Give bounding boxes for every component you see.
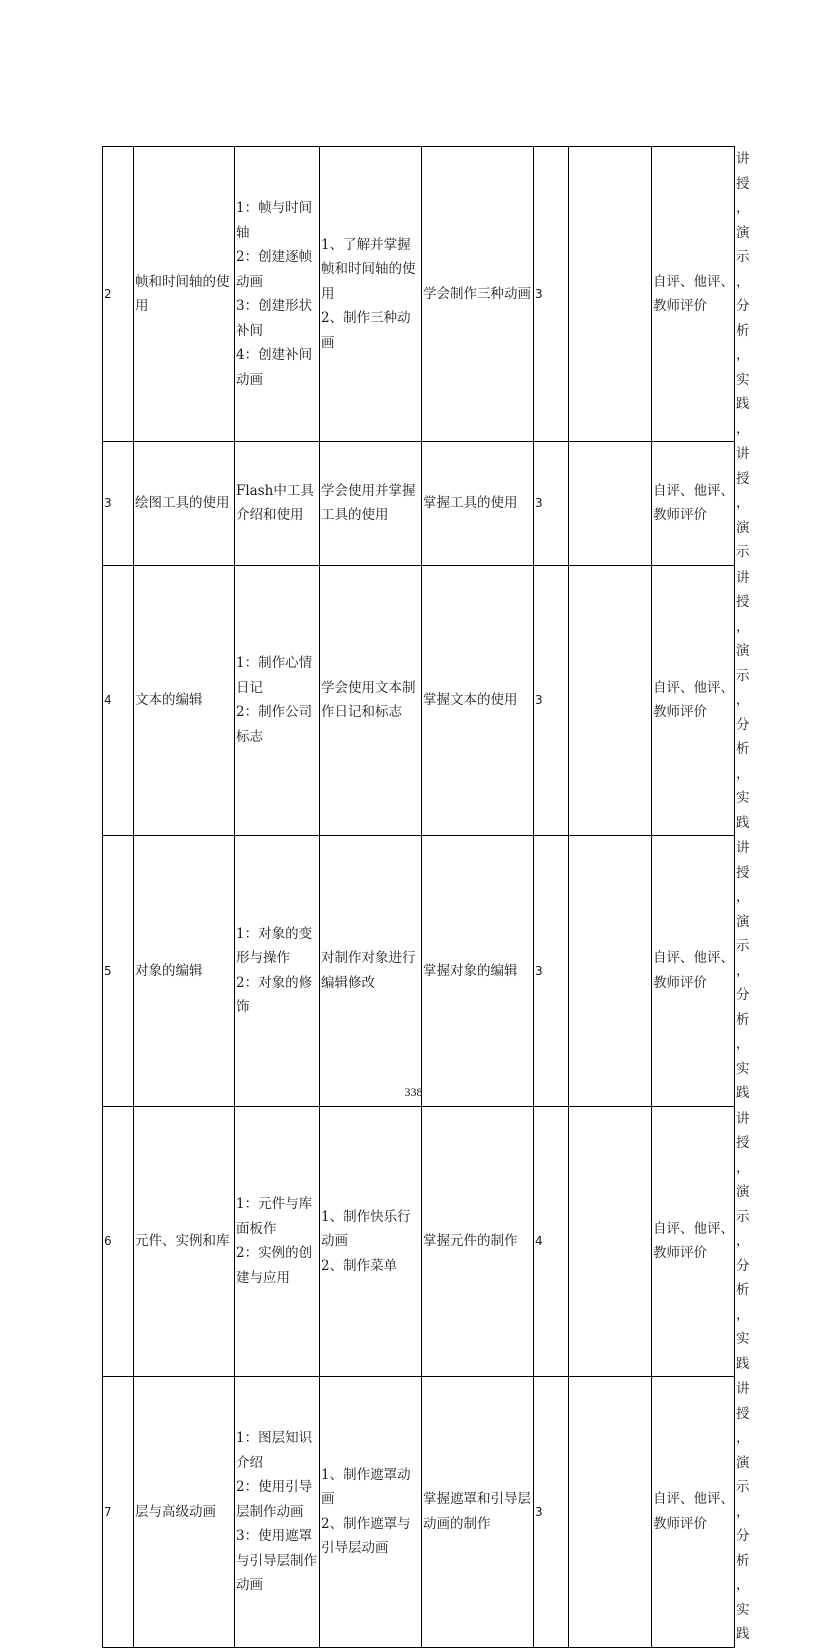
evaluation-cell: 自评、他评、教师评价 bbox=[652, 836, 735, 1107]
evaluation-cell: 自评、他评、教师评价 bbox=[652, 1106, 735, 1377]
hours-cell: 3 bbox=[534, 442, 569, 566]
content-cell: 1：帧与时间轴 2：创建逐帧动画 3：创建形状补间 4：创建补间动画 bbox=[235, 147, 320, 442]
course-plan-table bbox=[102, 146, 750, 1648]
blank-cell bbox=[569, 565, 652, 836]
content-cell: 1：元件与库面板作 2：实例的创建与应用 bbox=[235, 1106, 320, 1377]
content-cell: 1：制作心情日记 2：制作公司标志 bbox=[235, 565, 320, 836]
goal-cell: 掌握工具的使用 bbox=[422, 442, 534, 566]
content-cell: Flash中工具介绍和使用 bbox=[235, 442, 320, 566]
goal-cell: 掌握遮罩和引导层动画的制作 bbox=[422, 1377, 534, 1648]
task-cell: 1、制作遮罩动画 2、制作遮罩与引导层动画 bbox=[320, 1377, 422, 1648]
table-row: 3 绘图工具的使用 Flash中工具介绍和使用 学会使用并掌握工具的使用 掌握工具的使用 3 自评、他评、教师评价 讲授，演示 bbox=[103, 442, 735, 566]
hours-cell: 3 bbox=[534, 836, 569, 1107]
blank-cell bbox=[569, 1377, 652, 1648]
row-number: 3 bbox=[103, 442, 134, 566]
blank-cell bbox=[569, 442, 652, 566]
chapter-cell: 绘图工具的使用 bbox=[134, 442, 235, 566]
task-cell: 学会使用文本制作日记和标志 bbox=[320, 565, 422, 836]
row-number: 4 bbox=[103, 565, 134, 836]
hours-cell: 3 bbox=[534, 147, 569, 442]
evaluation-cell: 自评、他评、教师评价 bbox=[652, 565, 735, 836]
chapter-cell: 对象的编辑 bbox=[134, 836, 235, 1107]
row-number: 2 bbox=[103, 147, 134, 442]
task-cell: 对制作对象进行编辑修改 bbox=[320, 836, 422, 1107]
content-cell: 1：对象的变形与操作 2：对象的修饰 bbox=[235, 836, 320, 1107]
goal-cell: 掌握对象的编辑 bbox=[422, 836, 534, 1107]
blank-cell bbox=[569, 147, 652, 442]
table-row: 5 对象的编辑 1：对象的变形与操作 2：对象的修饰 对制作对象进行编辑修改 掌握对象的编辑 3 自评、他评、教师评价 讲授，演示，分析，实践 bbox=[103, 836, 735, 1107]
row-number: 5 bbox=[103, 836, 134, 1107]
chapter-cell: 层与高级动画 bbox=[134, 1377, 235, 1648]
evaluation-cell: 自评、他评、教师评价 bbox=[652, 442, 735, 566]
chapter-cell: 帧和时间轴的使用 bbox=[134, 147, 235, 442]
table-row: 6 元件、实例和库 1：元件与库面板作 2：实例的创建与应用 1、制作快乐行动画 2、制作菜单 掌握元件的制作 4 自评、他评、教师评价 讲授，演示，分析，实践 bbox=[103, 1106, 735, 1377]
goal-cell: 掌握元件的制作 bbox=[422, 1106, 534, 1377]
page-number: 338 bbox=[404, 1085, 423, 1099]
row-number: 6 bbox=[103, 1106, 134, 1377]
blank-cell bbox=[569, 1106, 652, 1377]
chapter-cell: 文本的编辑 bbox=[134, 565, 235, 836]
evaluation-cell: 自评、他评、教师评价 bbox=[652, 1377, 735, 1648]
task-cell: 1、制作快乐行动画 2、制作菜单 bbox=[320, 1106, 422, 1377]
hours-cell: 4 bbox=[534, 1106, 569, 1377]
blank-cell bbox=[569, 836, 652, 1107]
goal-cell: 掌握文本的使用 bbox=[422, 565, 534, 836]
task-cell: 1、了解并掌握帧和时间轴的使用 2、制作三种动画 bbox=[320, 147, 422, 442]
hours-cell: 3 bbox=[534, 565, 569, 836]
hours-cell: 3 bbox=[534, 1377, 569, 1648]
table-row: 2 帧和时间轴的使用 1：帧与时间轴 2：创建逐帧动画 3：创建形状补间 4：创建补间动画 1、了解并掌握帧和时间轴的使用 2、制作三种动画 学会制作三种动画 3 自评、他评、教师评价 讲授，演示，分析，实践， bbox=[103, 147, 735, 442]
goal-cell: 学会制作三种动画 bbox=[422, 147, 534, 442]
content-cell: 1：图层知识介绍 2：使用引导层制作动画 3：使用遮罩与引导层制作动画 bbox=[235, 1377, 320, 1648]
chapter-cell: 元件、实例和库 bbox=[134, 1106, 235, 1377]
task-cell: 学会使用并掌握工具的使用 bbox=[320, 442, 422, 566]
table-row: 7 层与高级动画 1：图层知识介绍 2：使用引导层制作动画 3：使用遮罩与引导层制作动画 1、制作遮罩动画 2、制作遮罩与引导层动画 掌握遮罩和引导层动画的制作 3 自评、他评、教师评价 讲授，演示，分析，实践 bbox=[103, 1377, 735, 1648]
table-row: 4 文本的编辑 1：制作心情日记 2：制作公司标志 学会使用文本制作日记和标志 掌握文本的使用 3 自评、他评、教师评价 讲授，演示，分析，实践 bbox=[103, 565, 735, 836]
row-number: 7 bbox=[103, 1377, 134, 1648]
evaluation-cell: 自评、他评、教师评价 bbox=[652, 147, 735, 442]
